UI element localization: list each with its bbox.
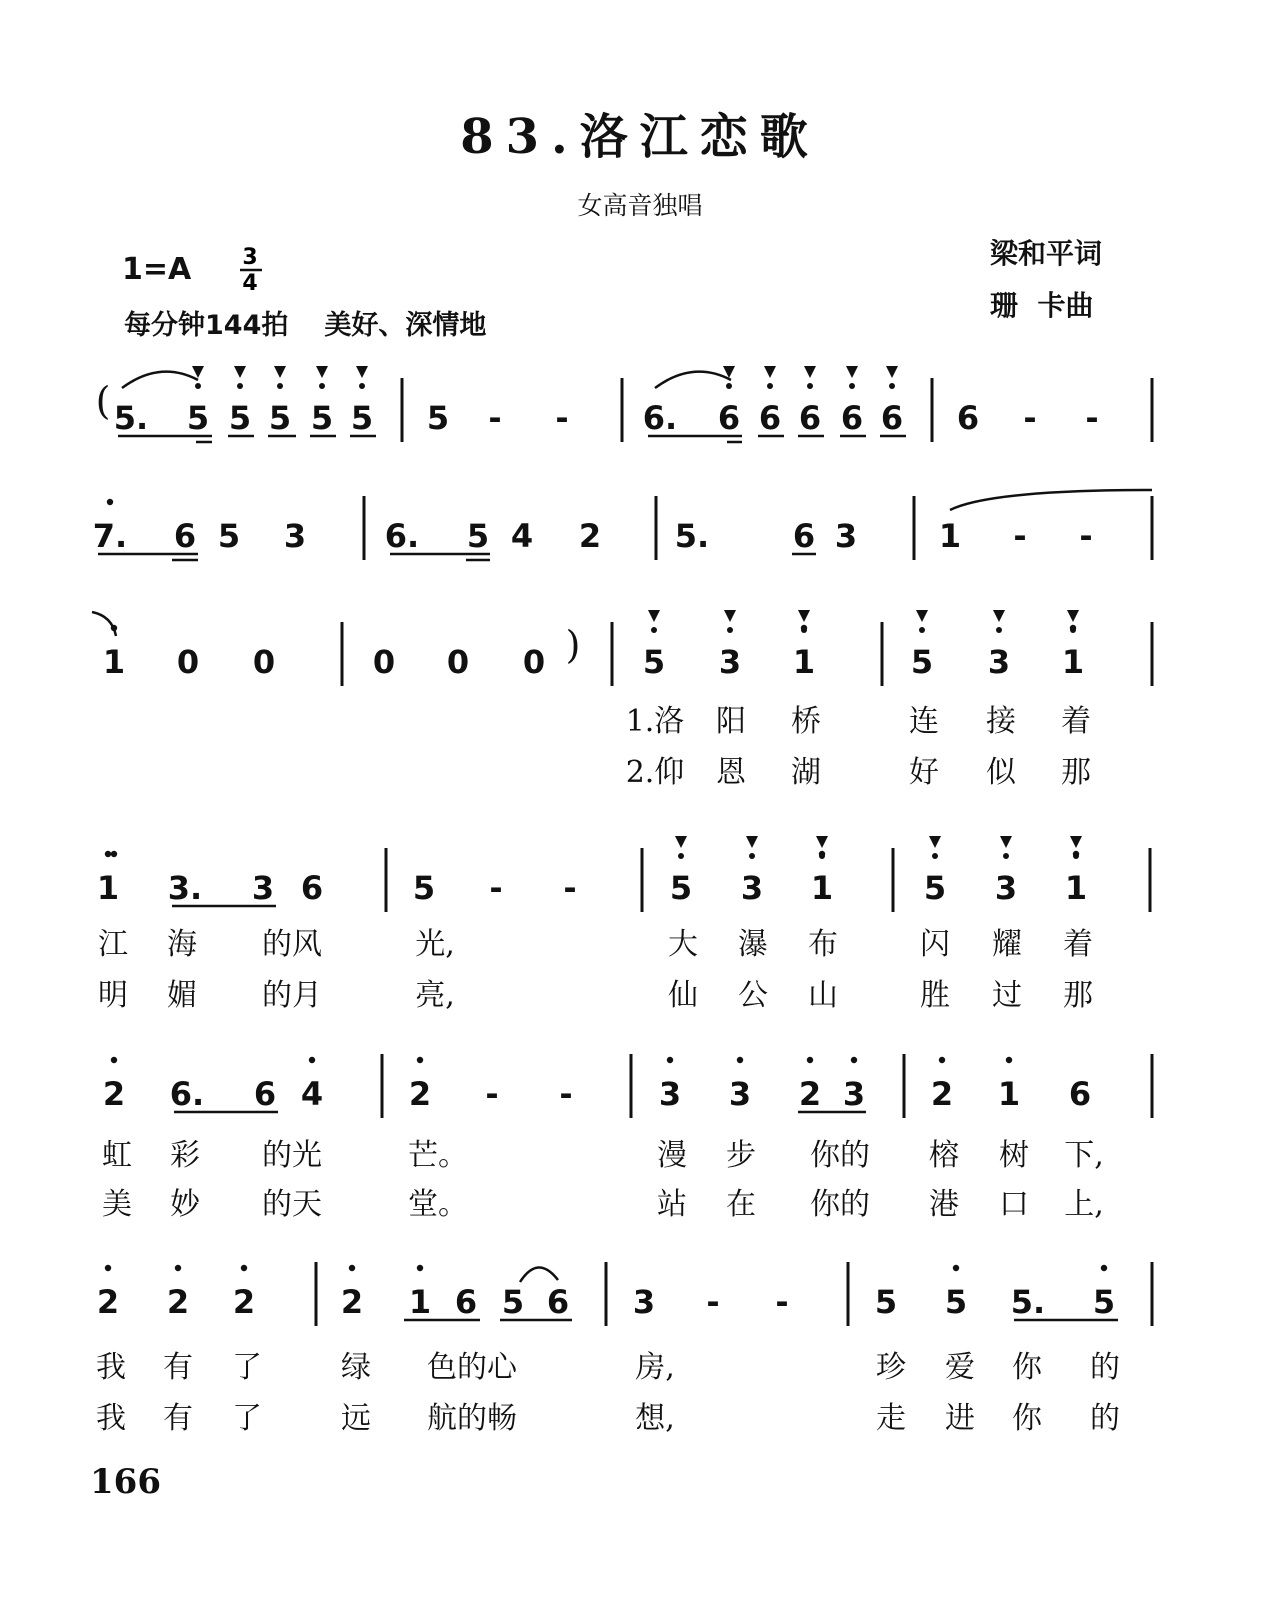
note: 6 [956, 399, 980, 437]
lyric-syllable: 2.仰 [625, 755, 685, 790]
note: 3 [834, 517, 858, 555]
note: 6 [173, 517, 197, 555]
lyric-syllable: 榕 [929, 1138, 959, 1173]
octave-dot [849, 383, 855, 389]
note: 1 [792, 643, 816, 681]
lyricist-credit: 梁和平词 [990, 237, 1103, 270]
octave-dot [309, 1057, 315, 1063]
lyric-syllable: 有 [163, 1350, 193, 1385]
sustain-dash: - [1013, 517, 1027, 555]
lyric-syllable: 山 [808, 978, 838, 1013]
note: 2 [340, 1283, 364, 1321]
octave-dot [1006, 1057, 1012, 1063]
lyric-syllable: 的天 [262, 1187, 322, 1222]
note: 6. [384, 517, 420, 555]
note: 3 [740, 869, 764, 907]
lyric-syllable: 海 [167, 927, 197, 962]
sustain-dash: - [485, 1075, 499, 1113]
lyric-syllable: 我 [96, 1401, 126, 1436]
accent-mark [993, 610, 1005, 622]
note: 5 [1092, 1283, 1116, 1321]
note: 5 [268, 399, 292, 437]
accent-mark [846, 366, 858, 378]
note: 4 [300, 1075, 324, 1113]
octave-dot [801, 627, 807, 633]
octave-dot [1073, 853, 1079, 859]
lyric-syllable: 阳 [716, 704, 746, 739]
note: 3 [283, 517, 307, 555]
note: 2 [798, 1075, 822, 1113]
octave-dot [417, 1265, 423, 1271]
lyric-syllable: 亮, [415, 978, 455, 1013]
lyric-syllable: 的月 [262, 978, 322, 1013]
note: 1 [1061, 643, 1085, 681]
note: 5 [310, 399, 334, 437]
accent-mark [886, 366, 898, 378]
note: 5 [642, 643, 666, 681]
lyric-syllable: 色的心 [427, 1350, 517, 1385]
octave-dot [737, 1057, 743, 1063]
note: 6 [880, 399, 904, 437]
lyric-syllable: 过 [992, 978, 1022, 1013]
octave-dot [107, 499, 113, 505]
octave-dot [1101, 1265, 1107, 1271]
page-number: 166 [90, 1462, 161, 1502]
note: 1 [1064, 869, 1088, 907]
octave-dot [678, 853, 684, 859]
lyric-syllable: 那 [1063, 978, 1093, 1013]
note: 2 [930, 1075, 954, 1113]
lyric-syllable: 航的畅 [427, 1401, 517, 1436]
lyric-syllable: 耀 [992, 927, 1022, 962]
lyric-syllable: 在 [726, 1187, 756, 1222]
octave-dot [175, 1265, 181, 1271]
octave-dot [807, 383, 813, 389]
note: 1 [408, 1283, 432, 1321]
sustain-dash: - [488, 399, 502, 437]
octave-dot [651, 627, 657, 633]
accent-mark [675, 836, 687, 848]
accent-mark [316, 366, 328, 378]
note: 5 [412, 869, 436, 907]
note: 3 [842, 1075, 866, 1113]
octave-dot [919, 627, 925, 633]
lyric-syllable: 桥 [791, 704, 821, 739]
lyric-syllable: 仙 [668, 978, 698, 1013]
note: 1 [810, 869, 834, 907]
accent-mark [648, 610, 660, 622]
lyric-syllable: 远 [341, 1401, 371, 1436]
slur [655, 372, 731, 388]
octave-dot [749, 853, 755, 859]
note: 3 [728, 1075, 752, 1113]
note: 6 [253, 1075, 277, 1113]
note: 7. [92, 517, 128, 555]
lyric-syllable: 绿 [341, 1350, 371, 1385]
octave-dot [111, 1057, 117, 1063]
lyric-syllable: 房, [635, 1350, 675, 1385]
slur [92, 612, 116, 636]
sustain-dash: - [775, 1283, 789, 1321]
accent-mark [1067, 610, 1079, 622]
note: 5 [466, 517, 490, 555]
lyric-syllable: 想, [635, 1401, 675, 1436]
octave-dot [111, 851, 117, 857]
lyric-syllable: 了 [232, 1350, 262, 1385]
note: 6 [1068, 1075, 1092, 1113]
lyric-syllable: 似 [986, 755, 1016, 790]
note: 3 [994, 869, 1018, 907]
slur [122, 372, 198, 388]
lyric-syllable: 了 [232, 1401, 262, 1436]
note: 5 [501, 1283, 525, 1321]
lyric-syllable: 的光 [262, 1138, 322, 1173]
octave-dot [727, 627, 733, 633]
note: 6 [546, 1283, 570, 1321]
lyric-syllable: 着 [1061, 704, 1091, 739]
lyric-syllable: 公 [738, 978, 768, 1013]
note: 1 [938, 517, 962, 555]
note: 6 [792, 517, 816, 555]
lyric-syllable: 闪 [920, 927, 950, 962]
octave-dot [667, 1057, 673, 1063]
note: 5 [910, 643, 934, 681]
octave-dot [349, 1265, 355, 1271]
octave-dot [241, 1265, 247, 1271]
accent-mark [916, 610, 928, 622]
lyric-syllable: 爱 [945, 1350, 975, 1385]
composer-credit: 珊 卡曲 [990, 289, 1094, 322]
lyric-syllable: 彩 [170, 1138, 200, 1173]
lyric-syllable: 漫 [657, 1138, 687, 1173]
lyric-syllable: 芒。 [408, 1138, 468, 1173]
lyric-syllable: 的 [1090, 1401, 1120, 1436]
lyric-syllable: 瀑 [738, 927, 768, 962]
accent-mark [746, 836, 758, 848]
note: 6. [642, 399, 678, 437]
note: 5 [669, 869, 693, 907]
sustain-dash: - [555, 399, 569, 437]
lyric-syllable: 光, [415, 927, 455, 962]
note: 1 [997, 1075, 1021, 1113]
lyric-syllable: 布 [808, 927, 838, 962]
accent-mark [929, 836, 941, 848]
note: 5 [228, 399, 252, 437]
lyric-syllable: 你的 [810, 1187, 870, 1222]
note: 5 [426, 399, 450, 437]
lyric-syllable: 上, [1064, 1187, 1104, 1222]
lyric-syllable: 我 [96, 1350, 126, 1385]
note: 5 [217, 517, 241, 555]
note: 3 [251, 869, 275, 907]
octave-dot [767, 383, 773, 389]
sustain-dash: - [559, 1075, 573, 1113]
lyric-syllable: 着 [1063, 927, 1093, 962]
octave-dot [726, 383, 732, 389]
note: 5. [1010, 1283, 1046, 1321]
lyric-syllable: 港 [929, 1187, 959, 1222]
octave-dot [417, 1057, 423, 1063]
lyric-syllable: 湖 [791, 755, 821, 790]
note: 0 [252, 643, 276, 681]
lyric-syllable: 走 [876, 1401, 906, 1436]
octave-dot [932, 853, 938, 859]
lyric-syllable: 你 [1012, 1401, 1042, 1436]
note: 2 [102, 1075, 126, 1113]
note: 5 [874, 1283, 898, 1321]
octave-dot [359, 383, 365, 389]
lyric-syllable: 媚 [167, 978, 197, 1013]
lyric-syllable: 堂。 [408, 1187, 468, 1222]
note: 0 [372, 643, 396, 681]
lyric-syllable: 有 [163, 1401, 193, 1436]
note: 1 [102, 643, 126, 681]
sustain-dash: - [706, 1283, 720, 1321]
note: 5 [944, 1283, 968, 1321]
note: 6 [300, 869, 324, 907]
bracket: ( [95, 379, 111, 423]
lyric-syllable: 妙 [170, 1187, 200, 1222]
note: 6 [758, 399, 782, 437]
lyric-syllable: 连 [909, 704, 939, 739]
note: 5 [350, 399, 374, 437]
bracket: ) [565, 623, 581, 667]
lyric-syllable: 进 [945, 1401, 975, 1436]
accent-mark [356, 366, 368, 378]
note: 5 [923, 869, 947, 907]
slur [950, 490, 1152, 510]
octave-dot [889, 383, 895, 389]
tempo-text: 每分钟144拍 [124, 310, 289, 341]
note: 6. [169, 1075, 205, 1113]
lyric-syllable: 明 [98, 978, 128, 1013]
sustain-dash: - [1023, 399, 1037, 437]
lyric-syllable: 江 [98, 927, 128, 962]
octave-dot [807, 1057, 813, 1063]
lyric-syllable: 珍 [876, 1350, 906, 1385]
note: 0 [446, 643, 470, 681]
note: 6 [717, 399, 741, 437]
lyric-syllable: 你 [1012, 1350, 1042, 1385]
sustain-dash: - [1085, 399, 1099, 437]
lyric-syllable: 虹 [102, 1138, 132, 1173]
octave-dot [237, 383, 243, 389]
octave-dot [277, 383, 283, 389]
song-subtitle: 女高音独唱 [577, 191, 703, 220]
lyric-syllable: 下, [1064, 1138, 1104, 1173]
accent-mark [798, 610, 810, 622]
lyric-syllable: 那 [1061, 755, 1091, 790]
note: 6 [840, 399, 864, 437]
lyric-syllable: 美 [102, 1187, 132, 1222]
octave-dot [105, 1265, 111, 1271]
lyric-syllable: 的风 [262, 927, 322, 962]
accent-mark [816, 836, 828, 848]
note: 0 [176, 643, 200, 681]
song-title: 83.洛江恋歌 [460, 109, 820, 165]
note: 2 [232, 1283, 256, 1321]
note: 3 [987, 643, 1011, 681]
lyric-syllable: 好 [909, 755, 939, 790]
sustain-dash: - [563, 869, 577, 907]
note: 3 [718, 643, 742, 681]
octave-dot [996, 627, 1002, 633]
note: 5. [674, 517, 710, 555]
note: 5 [186, 399, 210, 437]
octave-dot [851, 1057, 857, 1063]
expression-text: 美好、深情地 [324, 310, 487, 341]
time-signature-numerator: 3 [242, 245, 258, 270]
sustain-dash: - [1079, 517, 1093, 555]
octave-dot [819, 853, 825, 859]
key-signature: 1=A [122, 252, 192, 287]
accent-mark [1070, 836, 1082, 848]
lyric-syllable: 1.洛 [625, 704, 685, 739]
time-signature [240, 245, 262, 296]
sustain-dash: - [489, 869, 503, 907]
accent-mark [1000, 836, 1012, 848]
note: 2 [166, 1283, 190, 1321]
accent-mark [234, 366, 246, 378]
octave-dot [939, 1057, 945, 1063]
lyric-syllable: 步 [726, 1138, 756, 1173]
note: 5. [113, 399, 149, 437]
octave-dot [1070, 627, 1076, 633]
note: 0 [522, 643, 546, 681]
note: 3 [632, 1283, 656, 1321]
octave-dot [195, 383, 201, 389]
lyric-syllable: 你的 [810, 1138, 870, 1173]
lyric-syllable: 大 [668, 927, 698, 962]
note: 3. [167, 869, 203, 907]
lyric-syllable: 树 [999, 1138, 1029, 1173]
accent-mark [764, 366, 776, 378]
time-signature-denominator: 4 [242, 271, 258, 296]
note: 3 [658, 1075, 682, 1113]
octave-dot [1003, 853, 1009, 859]
lyric-syllable: 恩 [716, 755, 746, 790]
octave-dot [319, 383, 325, 389]
note: 1 [96, 869, 120, 907]
lyric-syllable: 接 [986, 704, 1016, 739]
octave-dot [953, 1265, 959, 1271]
note: 2 [578, 517, 602, 555]
accent-mark [192, 366, 204, 378]
note: 2 [408, 1075, 432, 1113]
note: 6 [798, 399, 822, 437]
accent-mark [724, 610, 736, 622]
lyric-syllable: 的 [1090, 1350, 1120, 1385]
note: 6 [454, 1283, 478, 1321]
lyric-syllable: 胜 [920, 978, 950, 1013]
lyric-syllable: 站 [657, 1187, 687, 1222]
accent-mark [804, 366, 816, 378]
octave-dot [105, 851, 111, 857]
note: 4 [510, 517, 534, 555]
slur [520, 1267, 558, 1282]
note: 2 [96, 1283, 120, 1321]
lyric-syllable: 口 [999, 1187, 1029, 1222]
accent-mark [274, 366, 286, 378]
